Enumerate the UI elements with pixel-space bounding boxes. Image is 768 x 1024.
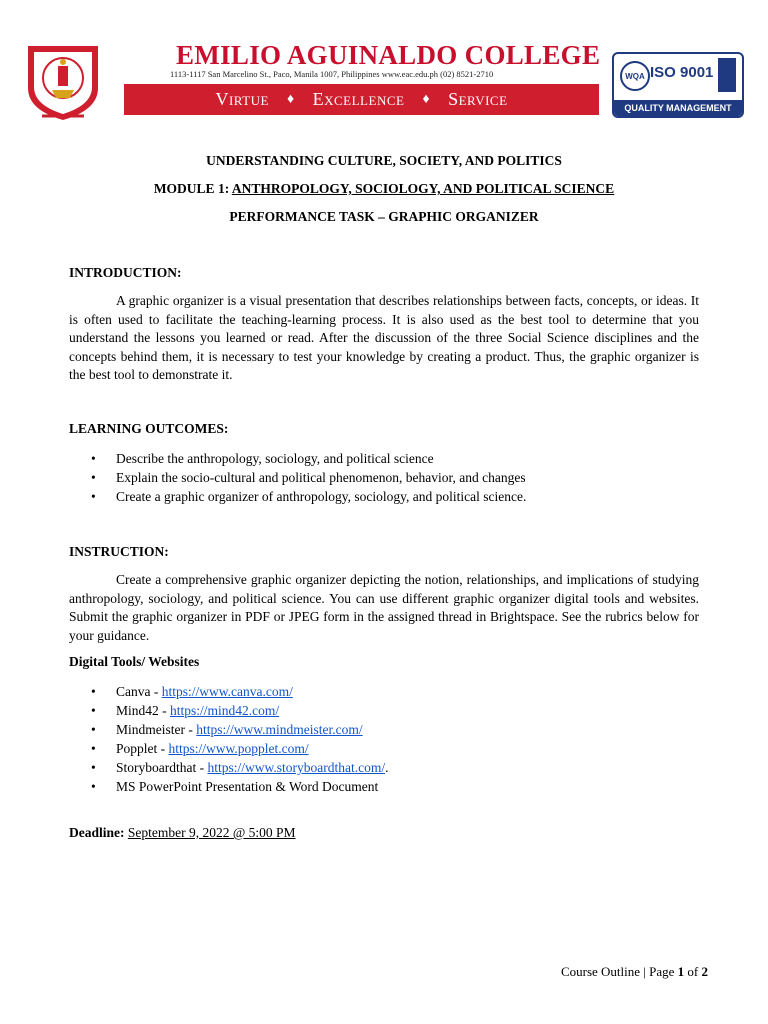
list-item: • Storyboardthat - https://www.storyboardthat.com/. — [91, 760, 389, 775]
motto-virtue: Virtue — [215, 89, 269, 109]
motto-service: Service — [448, 89, 508, 109]
module-prefix: MODULE 1: — [153, 181, 232, 196]
mind42-link[interactable]: https://mind42.com/ — [170, 703, 280, 718]
college-seal-icon — [22, 40, 104, 122]
mindmeister-link[interactable]: https://www.mindmeister.com/ — [196, 722, 363, 737]
bullet-icon: • — [91, 760, 96, 775]
list-item: • Popplet - https://www.popplet.com/ — [91, 741, 309, 756]
bullet-icon: • — [91, 489, 96, 504]
deadline-value: September 9, 2022 @ 5:00 PM — [127, 825, 296, 840]
page-total: 2 — [701, 964, 708, 979]
course-title: UNDERSTANDING CULTURE, SOCIETY, AND POLITICS — [206, 153, 562, 168]
deadline-label: Deadline: — [69, 825, 125, 840]
list-item: • Create a graphic organizer of anthropology, sociology, and political science. — [91, 489, 527, 504]
page-footer: Course Outline | Page 1 of 2 — [560, 964, 708, 979]
iso-label: QUALITY MANAGEMENT — [614, 100, 742, 116]
motto-excellence: Excellence — [312, 89, 405, 109]
learning-outcomes-list — [69, 449, 709, 506]
module-title — [0, 181, 768, 197]
bullet-icon: • — [91, 470, 96, 485]
learning-outcomes-heading: LEARNING OUTCOMES: — [69, 421, 229, 436]
list-item: • Describe the anthropology, sociology, and political science — [91, 451, 434, 466]
canva-link[interactable]: https://www.canva.com/ — [161, 684, 293, 699]
popplet-link[interactable]: https://www.popplet.com/ — [168, 741, 309, 756]
wqa-logo-icon: WQA — [620, 61, 650, 91]
college-name: EMILIO AGUINALDO COLLEGE — [176, 40, 601, 70]
list-item: • Mind42 - https://mind42.com/ — [91, 703, 280, 718]
ukas-mark-icon — [718, 58, 736, 92]
iso-certification-badge — [612, 52, 744, 118]
task-title: PERFORMANCE TASK – GRAPHIC ORGANIZER — [229, 209, 539, 224]
instruction-heading: INSTRUCTION: — [69, 544, 169, 559]
list-item: • Mindmeister - https://www.mindmeister.com/ — [91, 722, 363, 737]
bullet-icon: • — [91, 451, 96, 466]
bullet-icon: • — [91, 741, 96, 756]
digital-tools-heading: Digital Tools/ Websites — [69, 654, 200, 669]
instruction-text: Create a comprehensive graphic organizer depicting the notion, relationships, and implications of studying anthropology, sociology, and political science. You can use different graphic organizer digital tools and websites. Submit the graphic organizer in PDF or JPEG form in the assigned thread in Brightspace. See the rubrics below for your guidance. — [69, 572, 699, 643]
bullet-icon: • — [91, 779, 96, 794]
bullet-icon: • — [91, 722, 96, 737]
introduction-heading: INTRODUCTION: — [69, 265, 182, 280]
diamond-icon: ♦ — [422, 91, 431, 107]
motto-bar — [124, 84, 599, 115]
list-item: • Explain the socio-cultural and political phenomenon, behavior, and changes — [91, 470, 526, 485]
list-item: • MS PowerPoint Presentation & Word Document — [91, 779, 379, 794]
digital-tools-list — [69, 682, 709, 796]
college-address: 1113-1117 San Marcelino St., Paco, Manila 1007, Philippines www.eac.edu.ph (02) 8521-2710 — [170, 69, 494, 79]
module-name: ANTHROPOLOGY, SOCIOLOGY, AND POLITICAL SCIENCE — [231, 181, 615, 196]
page-number: 1 — [677, 964, 685, 979]
bullet-icon: • — [91, 684, 96, 699]
diamond-icon: ♦ — [286, 91, 295, 107]
deadline — [69, 825, 296, 841]
iso-standard: ISO 9001 — [650, 64, 714, 81]
storyboardthat-link[interactable]: https://www.storyboardthat.com/ — [207, 760, 386, 775]
bullet-icon: • — [91, 703, 96, 718]
introduction-text: A graphic organizer is a visual presentation that describes relationships between facts, concepts, or ideas. It is often used to facilitate the teaching-learning process. It is also used as the best tool to determine that you understand the lessons you learned or read. After the discussion of the three Social Science disciplines and the concepts behind them, it is necessary to test your knowledge by creating a product. Thus, the graphic organizer is the best tool to demonstrate it. — [69, 293, 699, 382]
list-item: • Canva - https://www.canva.com/ — [91, 684, 293, 699]
